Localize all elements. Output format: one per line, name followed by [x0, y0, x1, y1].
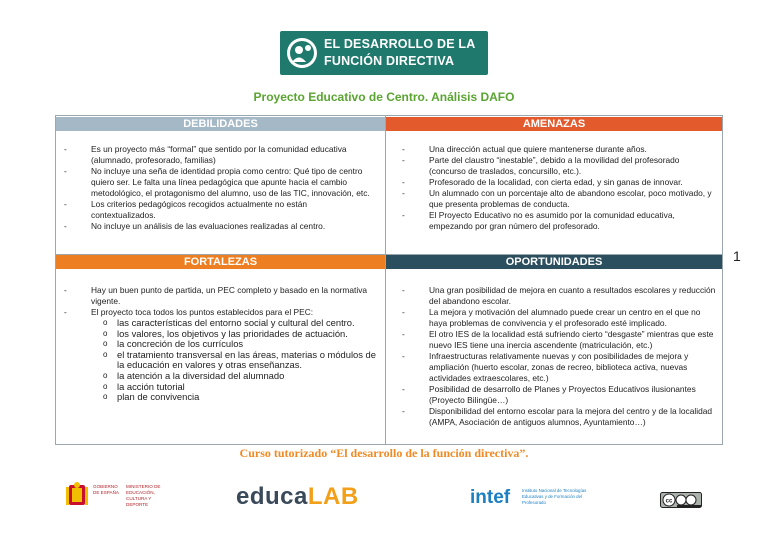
list-item: - No incluye una seña de identidad propia como centro: Qué tipo de centro quiero ser. Le falta una línea pedagógica que apunte hacia el cambio metodológico, el protagonismo del alumno, uso de las TIC, innovación, etc. [64, 166, 370, 198]
intef-word: intef [470, 487, 511, 508]
list-item: - El otro IES de la localidad está sufriendo cierto “desgaste” mientras que este nuevo IES tiene una inercia ascendente (matriculación, etc.) [402, 329, 714, 350]
svg-text:cc: cc [665, 498, 673, 505]
dafo-table [55, 115, 723, 445]
fortalezas-header: FORTALEZAS [56, 255, 385, 269]
list-item: - El Proyecto Educativo no es asumido por la comunidad educativa, empezando por gran número del profesorado. [402, 210, 675, 231]
list-item: - Profesorado de la localidad, con cierta edad, y sin ganas de innovar. [402, 177, 683, 187]
creative-commons-icon [660, 492, 702, 508]
intef-logo [470, 487, 630, 513]
debilidades-header: DEBILIDADES [56, 117, 385, 131]
list-item: - El proyecto toca todos los puntos establecidos para el PEC: o las características del entorno social y cultural del centro. o los valores, los objetivos y las prioridades de actuación. o la concreción de los currículos o el tratamiento transversal en las áreas, materias o módulos de la educación en valores y otras enseñanzas. o la atención a la diversidad del alumnado o la acción tutorial o plan de convivencia [64, 307, 378, 403]
list-item: o plan de convivencia [103, 391, 200, 403]
debilidades-list [64, 144, 370, 232]
educalab-logo [236, 483, 359, 511]
function-directiva-logo-icon [286, 37, 318, 69]
gobierno-espana-logo [66, 480, 176, 514]
educalab-text-part1: educa [236, 483, 308, 510]
intef-subtext: Instituto Nacional de Tecnologías Educativas y de Formación del Profesorado [522, 488, 587, 505]
list-item: - Parte del claustro “inestable”, debido a la movilidad del profesorado (concurso de traslados, concursillo, etc.). [402, 155, 680, 176]
oportunidades-list [402, 285, 718, 428]
list-item: - Un alumnado con un porcentaje alto de abandono escolar, poco motivado, y que presenta problemas de conducta. [402, 188, 712, 209]
page-number: 1 [733, 248, 741, 264]
amenazas-list [402, 144, 714, 232]
coat-of-arms-icon [66, 482, 88, 510]
list-item: - Infraestructuras relativamente nuevas y con posibilidades de mejora y ampliación (huerto escolar, zonas de recreo, biblioteca activa, nuevas actividades extraescolares, etc.) [402, 351, 689, 383]
pec-points-sublist [91, 318, 378, 403]
fortalezas-list [64, 285, 378, 403]
course-footer-line: Curso tutorizado “El desarrollo de la función directiva”. [239, 446, 529, 460]
list-item: - Disponibilidad del entorno escolar para la mejora del centro y de la localidad (AMPA, Asociación de antiguos alumnos, Ayuntamiento…) [402, 406, 713, 427]
educalab-text-part2: LAB [307, 483, 359, 510]
list-item: - Los criterios pedagógicos recogidos actualmente no están contextualizados. [64, 199, 308, 220]
oportunidades-header: OPORTUNIDADES [386, 255, 722, 269]
banner-title-line1: EL DESARROLLO DE LA [324, 37, 476, 51]
gobierno-text: GOBIERNO DE ESPAÑA [93, 484, 119, 495]
ministry-text: MINISTERIO DE EDUCACIÓN, CULTURA Y DEPORTE [126, 484, 161, 507]
list-item: o los valores, los objetivos y las prioridades de actuación. [103, 327, 348, 339]
list-item: - Una gran posibilidad de mejora en cuanto a resultados escolares y reducción del abandono escolar. [402, 285, 716, 306]
document-title: Proyecto Educativo de Centro. Análisis DAFO [253, 90, 515, 104]
banner-title-line2: FUNCIÓN DIRECTIVA [324, 54, 455, 68]
amenazas-header: AMENAZAS [386, 117, 722, 131]
list-item: - Es un proyecto más “formal” que sentido por la comunidad educativa (alumnado, profesorado, familias) [64, 144, 347, 165]
list-item: o la acción tutorial [103, 380, 185, 392]
list-item: o la atención a la diversidad del alumnado [103, 369, 285, 381]
list-item: o la concreción de los currículos [103, 338, 244, 350]
list-item: - Una dirección actual que quiere mantenerse durante años. [402, 144, 647, 154]
header-banner [280, 31, 488, 75]
list-item: o el tratamiento transversal en las áreas, materias o módulos de la educación en valores y otras enseñanzas. [103, 348, 376, 371]
column-divider [385, 116, 386, 444]
list-item: o las características del entorno social y cultural del centro. [103, 317, 355, 328]
list-item: - Hay un buen punto de partida, un PEC completo y basado en la normativa vigente. [64, 285, 368, 306]
list-item: - La mejora y motivación del alumnado puede crear un centro en el que no haya problemas de convivencia y el profesorado esté implicado. [402, 307, 701, 328]
list-item: - Posibilidad de desarrollo de Planes y Proyectos Educativos ilusionantes (Proyecto Bilingüe…) [402, 384, 696, 405]
list-item: - No incluye un análisis de las evaluaciones realizadas al centro. [64, 221, 326, 231]
